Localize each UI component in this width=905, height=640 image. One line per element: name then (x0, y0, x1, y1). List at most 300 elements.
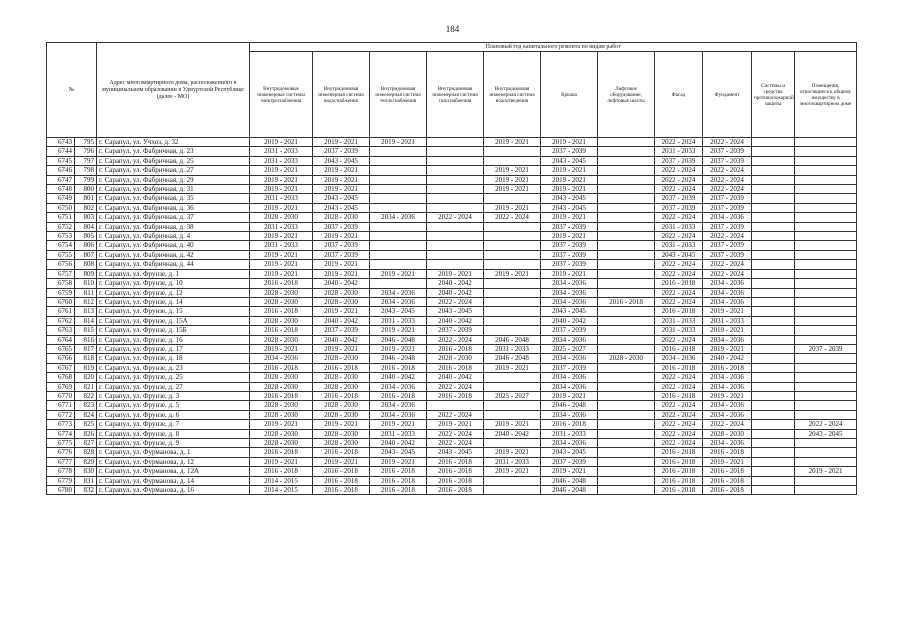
period-cell: 2046 - 2048 (370, 354, 427, 363)
period-cell: 2019 - 2021 (250, 420, 313, 429)
period-cell (752, 326, 795, 335)
period-cell: 2022 - 2024 (655, 382, 703, 391)
period-cell: 2022 - 2024 (655, 185, 703, 194)
table-row (47, 410, 857, 419)
period-cell: 2040 - 2042 (484, 429, 541, 438)
row-id-cell: 6751 (47, 213, 75, 222)
table-row (47, 457, 857, 466)
address-cell: г. Сарапул, ул. Фрунзе, д. 15А (97, 316, 250, 325)
period-cell: 2028 - 2030 (703, 429, 752, 438)
period-cell: 2040 - 2042 (313, 279, 370, 288)
period-cell: 2022 - 2024 (655, 335, 703, 344)
period-cell (484, 307, 541, 316)
period-cell (427, 222, 484, 231)
period-cell (752, 401, 795, 410)
period-cell: 2046 - 2048 (541, 486, 598, 495)
period-cell: 2043 - 2045 (427, 307, 484, 316)
period-cell: 2016 - 2018 (427, 457, 484, 466)
table-row (47, 326, 857, 335)
row-number-cell: 806 (75, 241, 97, 250)
table-row (47, 429, 857, 438)
period-cell (598, 316, 655, 325)
period-cell (795, 326, 857, 335)
period-cell (598, 486, 655, 495)
period-cell (795, 448, 857, 457)
address-cell: г. Сарапул, ул. Фрунзе, д. 6 (97, 410, 250, 419)
row-id-cell: 6747 (47, 175, 75, 184)
row-id-cell: 6769 (47, 382, 75, 391)
period-cell (598, 175, 655, 184)
row-number-cell: 803 (75, 213, 97, 222)
period-cell: 2028 - 2030 (313, 410, 370, 419)
period-cell: 2034 - 2036 (541, 297, 598, 306)
period-cell: 2031 - 2033 (703, 316, 752, 325)
period-cell: 2028 - 2030 (313, 382, 370, 391)
row-id-cell: 6780 (47, 486, 75, 495)
period-cell: 2022 - 2024 (703, 420, 752, 429)
period-cell (370, 185, 427, 194)
address-cell: г. Сарапул, ул. Фабричная, д. 35 (97, 194, 250, 203)
period-cell: 2040 - 2042 (427, 316, 484, 325)
period-cell: 2022 - 2024 (655, 439, 703, 448)
period-cell: 2034 - 2036 (541, 439, 598, 448)
period-cell: 2031 - 2033 (250, 222, 313, 231)
period-cell: 2031 - 2033 (655, 316, 703, 325)
period-cell: 2022 - 2024 (427, 335, 484, 344)
row-number-cell: 830 (75, 467, 97, 476)
period-cell: 2016 - 2018 (655, 391, 703, 400)
row-id-cell: 6766 (47, 354, 75, 363)
period-cell: 2031 - 2033 (250, 241, 313, 250)
period-cell (752, 391, 795, 400)
period-cell (795, 307, 857, 316)
period-cell (370, 156, 427, 165)
period-cell: 2028 - 2030 (250, 401, 313, 410)
period-cell: 2028 - 2030 (313, 429, 370, 438)
table-row (47, 476, 857, 485)
row-id-cell: 6763 (47, 326, 75, 335)
period-cell: 2043 - 2045 (655, 250, 703, 259)
header-col-sewage: Внутридомовая инженерная система водоотведения (484, 52, 541, 138)
row-number-cell: 811 (75, 288, 97, 297)
table-row (47, 138, 857, 147)
table-row (47, 241, 857, 250)
row-number-cell: 807 (75, 250, 97, 259)
period-cell: 2019 - 2021 (313, 260, 370, 269)
period-cell (598, 203, 655, 212)
period-cell: 2019 - 2021 (795, 467, 857, 476)
row-id-cell: 6777 (47, 457, 75, 466)
period-cell (370, 166, 427, 175)
period-cell (795, 213, 857, 222)
period-cell: 2037 - 2039 (313, 241, 370, 250)
period-cell: 2043 - 2045 (370, 307, 427, 316)
table-row (47, 363, 857, 372)
period-cell (484, 147, 541, 156)
period-cell: 2016 - 2018 (250, 391, 313, 400)
period-cell: 2028 - 2030 (313, 213, 370, 222)
period-cell: 2022 - 2024 (427, 213, 484, 222)
period-cell: 2019 - 2021 (541, 467, 598, 476)
period-cell: 2019 - 2021 (541, 185, 598, 194)
period-cell: 2019 - 2021 (250, 232, 313, 241)
header-col-lift: Лифтовое оборудование, лифтовые шахты (598, 52, 655, 138)
period-cell: 2022 - 2024 (427, 439, 484, 448)
period-cell: 2019 - 2021 (370, 138, 427, 147)
period-cell: 2022 - 2024 (655, 213, 703, 222)
period-cell: 2037 - 2039 (541, 241, 598, 250)
table-row (47, 250, 857, 259)
period-cell: 2037 - 2039 (427, 326, 484, 335)
period-cell (598, 344, 655, 353)
period-cell: 2022 - 2024 (427, 429, 484, 438)
period-cell (752, 156, 795, 165)
period-cell: 2022 - 2024 (427, 297, 484, 306)
period-cell: 2019 - 2021 (427, 420, 484, 429)
period-cell: 2016 - 2018 (370, 486, 427, 495)
period-cell: 2028 - 2030 (313, 401, 370, 410)
period-cell: 2016 - 2018 (313, 448, 370, 457)
row-id-cell: 6779 (47, 476, 75, 485)
period-cell: 2028 - 2030 (598, 354, 655, 363)
row-number-cell: 808 (75, 260, 97, 269)
period-cell: 2019 - 2021 (370, 457, 427, 466)
period-cell (484, 288, 541, 297)
period-cell (795, 316, 857, 325)
table-row (47, 203, 857, 212)
period-cell: 2025 - 2027 (484, 391, 541, 400)
period-cell (370, 232, 427, 241)
period-cell (752, 185, 795, 194)
row-number-cell: 826 (75, 429, 97, 438)
address-cell: г. Сарапул, ул. Фабричная, д. 4 (97, 232, 250, 241)
period-cell (598, 335, 655, 344)
period-cell: 2022 - 2024 (703, 166, 752, 175)
period-cell: 2028 - 2030 (250, 429, 313, 438)
period-cell: 2043 - 2045 (541, 307, 598, 316)
period-cell (795, 194, 857, 203)
period-cell (598, 476, 655, 485)
period-cell: 2028 - 2030 (250, 288, 313, 297)
row-id-cell: 6776 (47, 448, 75, 457)
period-cell: 2028 - 2030 (427, 354, 484, 363)
period-cell: 2016 - 2018 (313, 363, 370, 372)
period-cell: 2040 - 2042 (313, 335, 370, 344)
row-id-cell: 6756 (47, 260, 75, 269)
period-cell: 2040 - 2042 (427, 288, 484, 297)
period-cell: 2016 - 2018 (370, 391, 427, 400)
table-row (47, 391, 857, 400)
header-no: № (47, 43, 97, 138)
period-cell (370, 241, 427, 250)
row-number-cell: 805 (75, 232, 97, 241)
row-id-cell: 6762 (47, 316, 75, 325)
table-row (47, 279, 857, 288)
period-cell (752, 166, 795, 175)
period-cell: 2016 - 2018 (655, 307, 703, 316)
period-cell (752, 307, 795, 316)
period-cell: 2016 - 2018 (703, 486, 752, 495)
row-number-cell: 813 (75, 307, 97, 316)
address-cell: г. Сарапул, ул. Фрунзе, д. 8 (97, 429, 250, 438)
period-cell (795, 363, 857, 372)
period-cell (752, 420, 795, 429)
period-cell (598, 420, 655, 429)
table-row (47, 194, 857, 203)
period-cell: 2034 - 2036 (703, 288, 752, 297)
period-cell: 2037 - 2039 (313, 147, 370, 156)
table-row (47, 156, 857, 165)
period-cell (795, 439, 857, 448)
period-cell (795, 297, 857, 306)
period-cell: 2022 - 2024 (655, 373, 703, 382)
period-cell: 2019 - 2021 (313, 166, 370, 175)
period-cell (427, 185, 484, 194)
period-cell: 2022 - 2024 (703, 175, 752, 184)
period-cell (598, 166, 655, 175)
header-address: Адрес многоквартирного дома, расположенного в муниципальном образовании в Удмуртской Республике (далее - МО) (97, 43, 250, 138)
period-cell: 2022 - 2024 (427, 410, 484, 419)
period-cell: 2040 - 2042 (313, 316, 370, 325)
period-cell: 2016 - 2018 (427, 363, 484, 372)
period-cell: 2019 - 2021 (250, 203, 313, 212)
period-cell (598, 147, 655, 156)
period-cell: 2016 - 2018 (427, 486, 484, 495)
row-id-cell: 6749 (47, 194, 75, 203)
period-cell: 2022 - 2024 (703, 232, 752, 241)
period-cell (484, 232, 541, 241)
period-cell: 2016 - 2018 (703, 467, 752, 476)
period-cell: 2016 - 2018 (427, 467, 484, 476)
period-cell: 2046 - 2048 (541, 401, 598, 410)
table-row (47, 307, 857, 316)
row-number-cell: 828 (75, 448, 97, 457)
period-cell: 2037 - 2039 (703, 241, 752, 250)
period-cell (484, 241, 541, 250)
period-cell: 2028 - 2030 (313, 439, 370, 448)
period-cell: 2034 - 2036 (370, 288, 427, 297)
period-cell (598, 222, 655, 231)
period-cell: 2019 - 2021 (484, 467, 541, 476)
period-cell (427, 241, 484, 250)
period-cell: 2016 - 2018 (655, 448, 703, 457)
period-cell: 2043 - 2045 (541, 194, 598, 203)
period-cell: 2040 - 2042 (427, 373, 484, 382)
period-cell: 2019 - 2021 (250, 344, 313, 353)
period-cell: 2016 - 2018 (250, 307, 313, 316)
address-cell: г. Сарапул, ул. Фабричная, д. 25 (97, 156, 250, 165)
period-cell: 2037 - 2039 (703, 250, 752, 259)
period-cell (484, 476, 541, 485)
period-cell (484, 194, 541, 203)
period-cell: 2034 - 2036 (703, 439, 752, 448)
address-cell: г. Сарапул, ул. Фрунзе, д. 18 (97, 354, 250, 363)
period-cell: 2034 - 2036 (541, 373, 598, 382)
period-cell: 2016 - 2018 (655, 476, 703, 485)
address-cell: г. Сарапул, ул. Фабричная, д. 31 (97, 185, 250, 194)
period-cell: 2019 - 2021 (313, 457, 370, 466)
period-cell: 2037 - 2039 (313, 250, 370, 259)
period-cell (752, 344, 795, 353)
period-cell: 2019 - 2021 (250, 260, 313, 269)
period-cell: 2031 - 2033 (370, 316, 427, 325)
period-cell: 2034 - 2036 (703, 373, 752, 382)
row-id-cell: 6773 (47, 420, 75, 429)
period-cell (795, 288, 857, 297)
period-cell: 2037 - 2039 (541, 457, 598, 466)
period-cell: 2028 - 2030 (313, 297, 370, 306)
period-cell: 2034 - 2036 (703, 279, 752, 288)
address-cell: г. Сарапул, ул. Фурманова, д. 1 (97, 448, 250, 457)
period-cell: 2019 - 2021 (541, 175, 598, 184)
period-cell: 2046 - 2048 (370, 335, 427, 344)
period-cell (752, 373, 795, 382)
period-cell (598, 185, 655, 194)
period-cell: 2025 - 2027 (541, 344, 598, 353)
address-cell: г. Сарапул, ул. Фурманова, д. 14 (97, 476, 250, 485)
period-cell: 2014 - 2015 (250, 486, 313, 495)
period-cell (752, 429, 795, 438)
period-cell (598, 213, 655, 222)
period-cell: 2016 - 2018 (313, 476, 370, 485)
period-cell: 2034 - 2036 (703, 297, 752, 306)
table-row (47, 222, 857, 231)
period-cell: 2037 - 2039 (541, 147, 598, 156)
period-cell: 2019 - 2021 (313, 138, 370, 147)
period-cell (795, 250, 857, 259)
period-cell: 2040 - 2042 (703, 354, 752, 363)
period-cell (484, 156, 541, 165)
period-cell: 2019 - 2021 (370, 420, 427, 429)
address-cell: г. Сарапул, ул. Фурманова, д. 16 (97, 486, 250, 495)
period-cell: 2016 - 2018 (370, 363, 427, 372)
period-cell: 2022 - 2024 (655, 288, 703, 297)
table-row (47, 185, 857, 194)
table-row (47, 420, 857, 429)
period-cell (795, 382, 857, 391)
period-cell (598, 363, 655, 372)
period-cell: 2016 - 2018 (427, 476, 484, 485)
row-number-cell: 797 (75, 156, 97, 165)
period-cell (427, 203, 484, 212)
period-cell (795, 185, 857, 194)
period-cell (598, 279, 655, 288)
period-cell (484, 222, 541, 231)
period-cell (752, 363, 795, 372)
period-cell: 2031 - 2033 (655, 326, 703, 335)
period-cell: 2043 - 2045 (370, 448, 427, 457)
table-row (47, 382, 857, 391)
period-cell: 2034 - 2036 (541, 382, 598, 391)
period-cell (598, 326, 655, 335)
period-cell: 2028 - 2030 (313, 288, 370, 297)
row-id-cell: 6761 (47, 307, 75, 316)
period-cell (370, 279, 427, 288)
period-cell: 2019 - 2021 (703, 326, 752, 335)
period-cell (752, 213, 795, 222)
row-id-cell: 6765 (47, 344, 75, 353)
address-cell: г. Сарапул, ул. Фабричная, д. 27 (97, 166, 250, 175)
table-row (47, 335, 857, 344)
period-cell: 2022 - 2024 (655, 166, 703, 175)
period-cell: 2022 - 2024 (795, 420, 857, 429)
period-cell: 2019 - 2021 (370, 326, 427, 335)
row-number-cell: 816 (75, 335, 97, 344)
period-cell: 2034 - 2036 (250, 354, 313, 363)
period-cell (598, 288, 655, 297)
period-cell (752, 194, 795, 203)
period-cell: 2022 - 2024 (655, 420, 703, 429)
row-number-cell: 824 (75, 410, 97, 419)
period-cell (598, 307, 655, 316)
period-cell: 2037 - 2039 (703, 156, 752, 165)
period-cell: 2019 - 2021 (703, 391, 752, 400)
period-cell: 2022 - 2024 (655, 138, 703, 147)
address-cell: г. Сарапул, ул. Фрунзе, д. 3 (97, 391, 250, 400)
period-cell: 2019 - 2021 (541, 166, 598, 175)
period-cell: 2019 - 2021 (484, 203, 541, 212)
period-cell: 2034 - 2036 (370, 382, 427, 391)
period-cell (598, 194, 655, 203)
period-cell: 2016 - 2018 (370, 476, 427, 485)
period-cell: 2034 - 2036 (370, 213, 427, 222)
row-number-cell: 819 (75, 363, 97, 372)
period-cell: 2019 - 2021 (313, 175, 370, 184)
period-cell: 2028 - 2030 (313, 354, 370, 363)
period-cell: 2022 - 2024 (655, 401, 703, 410)
header-col-fire: Системы и средства противопожарной защиты (752, 52, 795, 138)
address-cell: г. Сарапул, ул. Фрунзе, д. 9 (97, 439, 250, 448)
period-cell: 2040 - 2042 (541, 316, 598, 325)
period-cell (598, 391, 655, 400)
row-number-cell: 831 (75, 476, 97, 485)
period-cell: 2019 - 2021 (484, 420, 541, 429)
period-cell: 2031 - 2033 (655, 147, 703, 156)
period-cell: 2019 - 2021 (484, 138, 541, 147)
period-cell: 2034 - 2036 (703, 410, 752, 419)
period-cell: 2019 - 2021 (541, 269, 598, 278)
row-number-cell: 821 (75, 382, 97, 391)
period-cell: 2022 - 2024 (703, 185, 752, 194)
row-id-cell: 6772 (47, 410, 75, 419)
table-row (47, 439, 857, 448)
period-cell (795, 166, 857, 175)
table-row (47, 486, 857, 495)
period-cell: 2019 - 2021 (250, 166, 313, 175)
row-number-cell: 823 (75, 401, 97, 410)
row-number-cell: 800 (75, 185, 97, 194)
period-cell: 2016 - 2018 (313, 467, 370, 476)
row-number-cell: 802 (75, 203, 97, 212)
address-cell: г. Сарапул, ул. Учхоз, д. 32 (97, 138, 250, 147)
period-cell: 2019 - 2021 (313, 269, 370, 278)
period-cell: 2037 - 2039 (655, 203, 703, 212)
period-cell: 2043 - 2045 (313, 194, 370, 203)
period-cell (752, 476, 795, 485)
period-cell: 2037 - 2039 (703, 222, 752, 231)
period-cell: 2028 - 2030 (250, 297, 313, 306)
row-id-cell: 6771 (47, 401, 75, 410)
period-cell (795, 147, 857, 156)
address-cell: г. Сарапул, ул. Фабричная, д. 38 (97, 222, 250, 231)
period-cell (795, 486, 857, 495)
address-cell: г. Сарапул, ул. Фрунзе, д. 14 (97, 297, 250, 306)
period-cell: 2022 - 2024 (655, 429, 703, 438)
period-cell: 2031 - 2033 (484, 344, 541, 353)
table-row (47, 467, 857, 476)
period-cell (795, 410, 857, 419)
period-cell (795, 476, 857, 485)
